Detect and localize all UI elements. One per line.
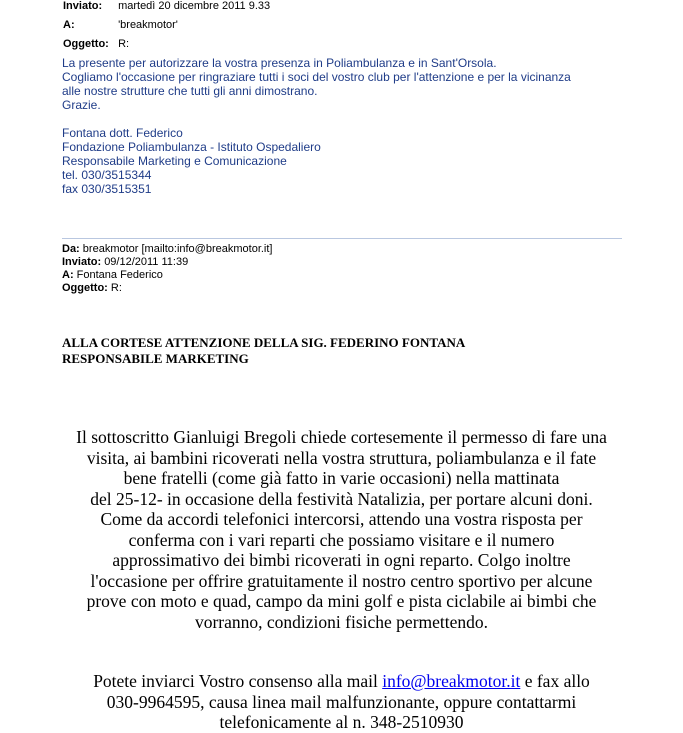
contact-line-1: [40, 671, 643, 692]
reply-body: [62, 56, 571, 112]
to-value: 'breakmotor': [118, 19, 178, 31]
attention-line: ALLA CORTESE ATTENZIONE DELLA SIG. FEDERINO FONTANA: [62, 335, 466, 350]
reply-line: alle nostre strutture che tutti gli anni dimostrano.: [62, 84, 318, 98]
subject-row: [63, 38, 129, 51]
original-header: [62, 243, 272, 295]
signature-line: tel. 030/3515344: [62, 168, 152, 182]
attention-line: RESPONSABILE MARKETING: [62, 351, 249, 366]
sent-label: Inviato:: [63, 0, 103, 12]
orig-subject-row: [62, 282, 272, 295]
paragraph-line: approssimativo dei bimbi ricoverati in ogni reparto. Colgo inoltre: [112, 550, 571, 570]
signature-line: Fondazione Poliambulanza - Istituto Ospedaliero: [62, 140, 321, 154]
from-row: [62, 243, 272, 256]
divider: [62, 238, 622, 239]
paragraph-line: Il sottoscritto Gianluigi Bregoli chiede cortesemente il permesso di fare una: [76, 427, 607, 447]
reply-line: Cogliamo l'occasione per ringraziare tutti i soci del vostro club per l'attenzione e per la vicinanza: [62, 70, 571, 84]
paragraph-line: visita, ai bambini ricoverati nella vostra struttura, poliambulanza e il fate: [86, 447, 597, 468]
orig-to-value: Fontana Federico: [76, 269, 163, 281]
attention-heading: [62, 335, 465, 367]
orig-subject-value: R:: [110, 282, 122, 294]
from-label: Da:: [62, 243, 80, 255]
sent-value: martedì 20 dicembre 2011 9.33: [118, 0, 271, 12]
reply-line: La presente per autorizzare la vostra presenza in Poliambulanza e in Sant'Orsola.: [62, 56, 497, 70]
signature-line: Responsabile Marketing e Comunicazione: [62, 154, 287, 168]
request-paragraph: [40, 427, 643, 632]
sent-row: [63, 0, 270, 13]
paragraph-line: vorranno, condizioni fisiche permettendo.: [194, 611, 489, 632]
orig-sent-value: 09/12/2011 11:39: [104, 256, 189, 268]
subject-label: Oggetto:: [63, 38, 109, 50]
paragraph-line: conferma con i vari reparti che possiamo visitare e il numero: [128, 529, 555, 550]
reply-line: Grazie.: [62, 98, 101, 112]
paragraph-line: prove con moto e quad, campo da mini golf e pista ciclabile ai bimbi che: [86, 591, 597, 611]
signature-line: fax 030/3515351: [62, 182, 152, 196]
contact-line-3: telefonicamente al n. 348-2510930: [219, 712, 464, 732]
to-row: [63, 19, 178, 32]
contact-line-2: 030-9964595, causa linea mail malfunzionante, oppure contattarmi: [106, 691, 577, 712]
orig-sent-label: Inviato:: [62, 256, 102, 268]
email-link[interactable]: info@breakmotor.it: [382, 671, 521, 691]
to-label: A:: [63, 19, 75, 31]
paragraph-line: l'occasione per offrire gratuitamente il nostro centro sportivo per alcune: [90, 570, 593, 591]
from-value: breakmotor [mailto:info@breakmotor.it]: [82, 243, 273, 255]
paragraph-line: del 25-12- in occasione della festività Natalizia, per portare alcuni doni.: [90, 488, 593, 509]
signature: [62, 126, 321, 196]
orig-subject-label: Oggetto:: [62, 282, 108, 294]
contact-paragraph: [40, 671, 643, 733]
contact-prefix: Potete inviarci Vostro consenso alla mail: [93, 671, 383, 691]
paragraph-line: bene fratelli (come già fatto in varie occasioni) nella mattinata: [123, 468, 560, 488]
orig-to-label: A:: [62, 269, 74, 281]
subject-value: R:: [118, 38, 130, 50]
signature-line: Fontana dott. Federico: [62, 126, 183, 140]
paragraph-line: Come da accordi telefonici intercorsi, attendo una vostra risposta per: [100, 509, 583, 529]
orig-sent-row: [62, 256, 272, 269]
contact-suffix: e fax allo: [520, 671, 590, 691]
orig-to-row: [62, 269, 272, 282]
